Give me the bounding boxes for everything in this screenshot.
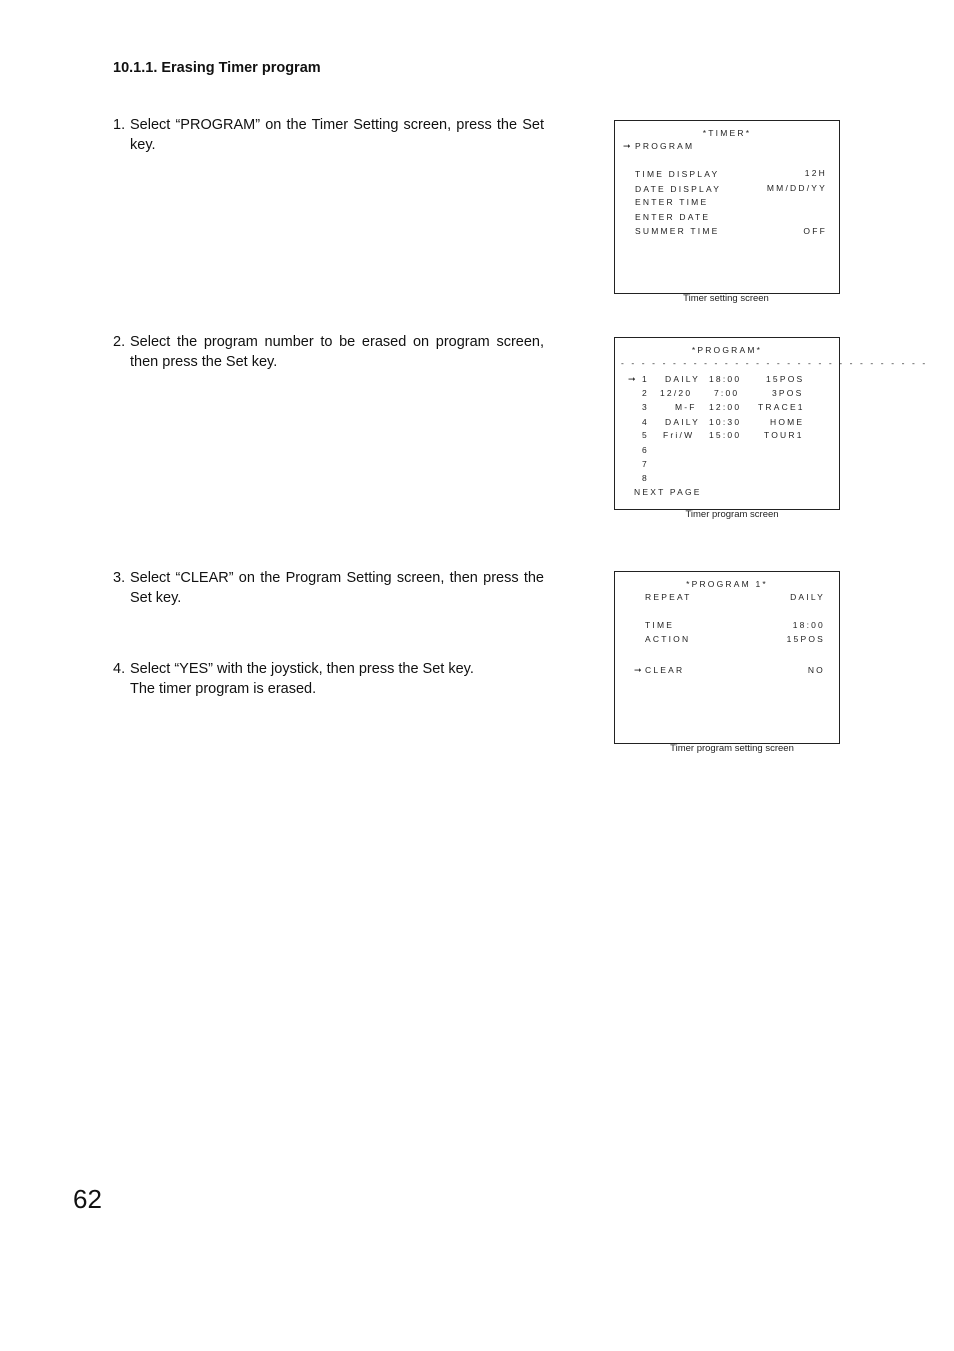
- step-number: 1.: [113, 117, 126, 133]
- page-number: 62: [73, 1184, 102, 1214]
- program-action: 15POS: [766, 374, 805, 384]
- menu-item-label: ENTER DATE: [635, 212, 711, 222]
- step-2: [113, 333, 544, 372]
- program-action: HOME: [770, 417, 805, 427]
- step-number: 4.: [113, 661, 126, 677]
- timer-program-screen: [614, 337, 928, 510]
- step-line: The timer program is erased.: [130, 680, 317, 697]
- program-number: 3: [642, 402, 649, 412]
- menu-item-value: OFF: [803, 226, 827, 236]
- menu-item-value: MM/DD/YY: [766, 183, 827, 193]
- program-number: 6: [642, 445, 649, 455]
- program-number: 8: [642, 473, 649, 483]
- cursor-arrow-icon: ➞: [634, 665, 642, 675]
- step-4: [113, 660, 544, 699]
- setting-value: 18:00: [792, 620, 825, 630]
- program-number: 1: [642, 374, 649, 384]
- setting-value: DAILY: [790, 592, 825, 602]
- program-repeat: Fri/W: [663, 430, 695, 440]
- menu-item-label: DATE DISPLAY: [635, 184, 722, 194]
- program-number: 4: [642, 417, 649, 427]
- step-number: 2.: [113, 334, 126, 350]
- setting-label: TIME: [645, 620, 675, 630]
- step-text: Select “PROGRAM” on the Timer Setting screen, press the Set key.: [130, 117, 544, 153]
- menu-item-label: ENTER TIME: [635, 197, 709, 207]
- cursor-arrow-icon: ➞: [628, 374, 636, 384]
- setting-label: CLEAR: [645, 665, 685, 675]
- menu-item-value: 12H: [804, 168, 827, 178]
- screen-caption: Timer program screen: [685, 509, 779, 520]
- program-action: TRACE1: [758, 402, 805, 412]
- screen-title: *PROGRAM*: [691, 345, 763, 355]
- step-text: Select “CLEAR” on the Program Setting screen, then press the Set key.: [130, 570, 544, 606]
- menu-item-program: PROGRAM: [635, 141, 695, 151]
- screen-caption: Timer program setting screen: [670, 743, 794, 754]
- next-page-item: NEXT PAGE: [634, 487, 702, 497]
- section-heading: 10.1.1. Erasing Timer program: [113, 60, 321, 76]
- step-3: [113, 569, 544, 608]
- program-time: 18:00: [709, 374, 742, 384]
- step-line: Select “YES” with the joystick, then press the Set key.: [130, 661, 474, 677]
- program-time: 10:30: [709, 417, 742, 427]
- setting-label: REPEAT: [645, 592, 692, 602]
- timer-setting-screen: [614, 120, 840, 294]
- program-time: 15:00: [709, 430, 742, 440]
- program-time: 12:00: [709, 402, 742, 412]
- program-repeat: DAILY: [665, 374, 700, 384]
- program-action: TOUR1: [764, 430, 804, 440]
- program-number: 2: [642, 388, 649, 398]
- screen-title: *TIMER*: [702, 128, 752, 138]
- step-text: Select the program number to be erased on program screen, then press the Set key.: [130, 334, 544, 370]
- screen-title: *PROGRAM 1*: [686, 579, 768, 589]
- program-action: 3POS: [772, 388, 804, 398]
- program-time: 7:00: [714, 388, 740, 398]
- menu-item-label: SUMMER TIME: [635, 226, 720, 236]
- program-repeat: 12/20: [660, 388, 693, 398]
- program-number: 7: [642, 459, 649, 469]
- step-1: [113, 116, 544, 155]
- cursor-arrow-icon: ➞: [623, 141, 631, 151]
- screen-caption: Timer setting screen: [683, 293, 769, 304]
- program-repeat: M-F: [675, 402, 697, 412]
- setting-value: 15POS: [786, 634, 825, 644]
- setting-label: ACTION: [645, 634, 691, 644]
- menu-item-label: TIME DISPLAY: [635, 169, 720, 179]
- program-number: 5: [642, 430, 649, 440]
- program-repeat: DAILY: [665, 417, 700, 427]
- setting-value: NO: [807, 665, 825, 675]
- step-number: 3.: [113, 570, 126, 586]
- step-text: [130, 660, 544, 699]
- timer-program-setting-screen: [614, 571, 840, 744]
- divider-line: - - - - - - - - - - - - - - - - - - - - - - - - - - - - - -: [621, 358, 928, 368]
